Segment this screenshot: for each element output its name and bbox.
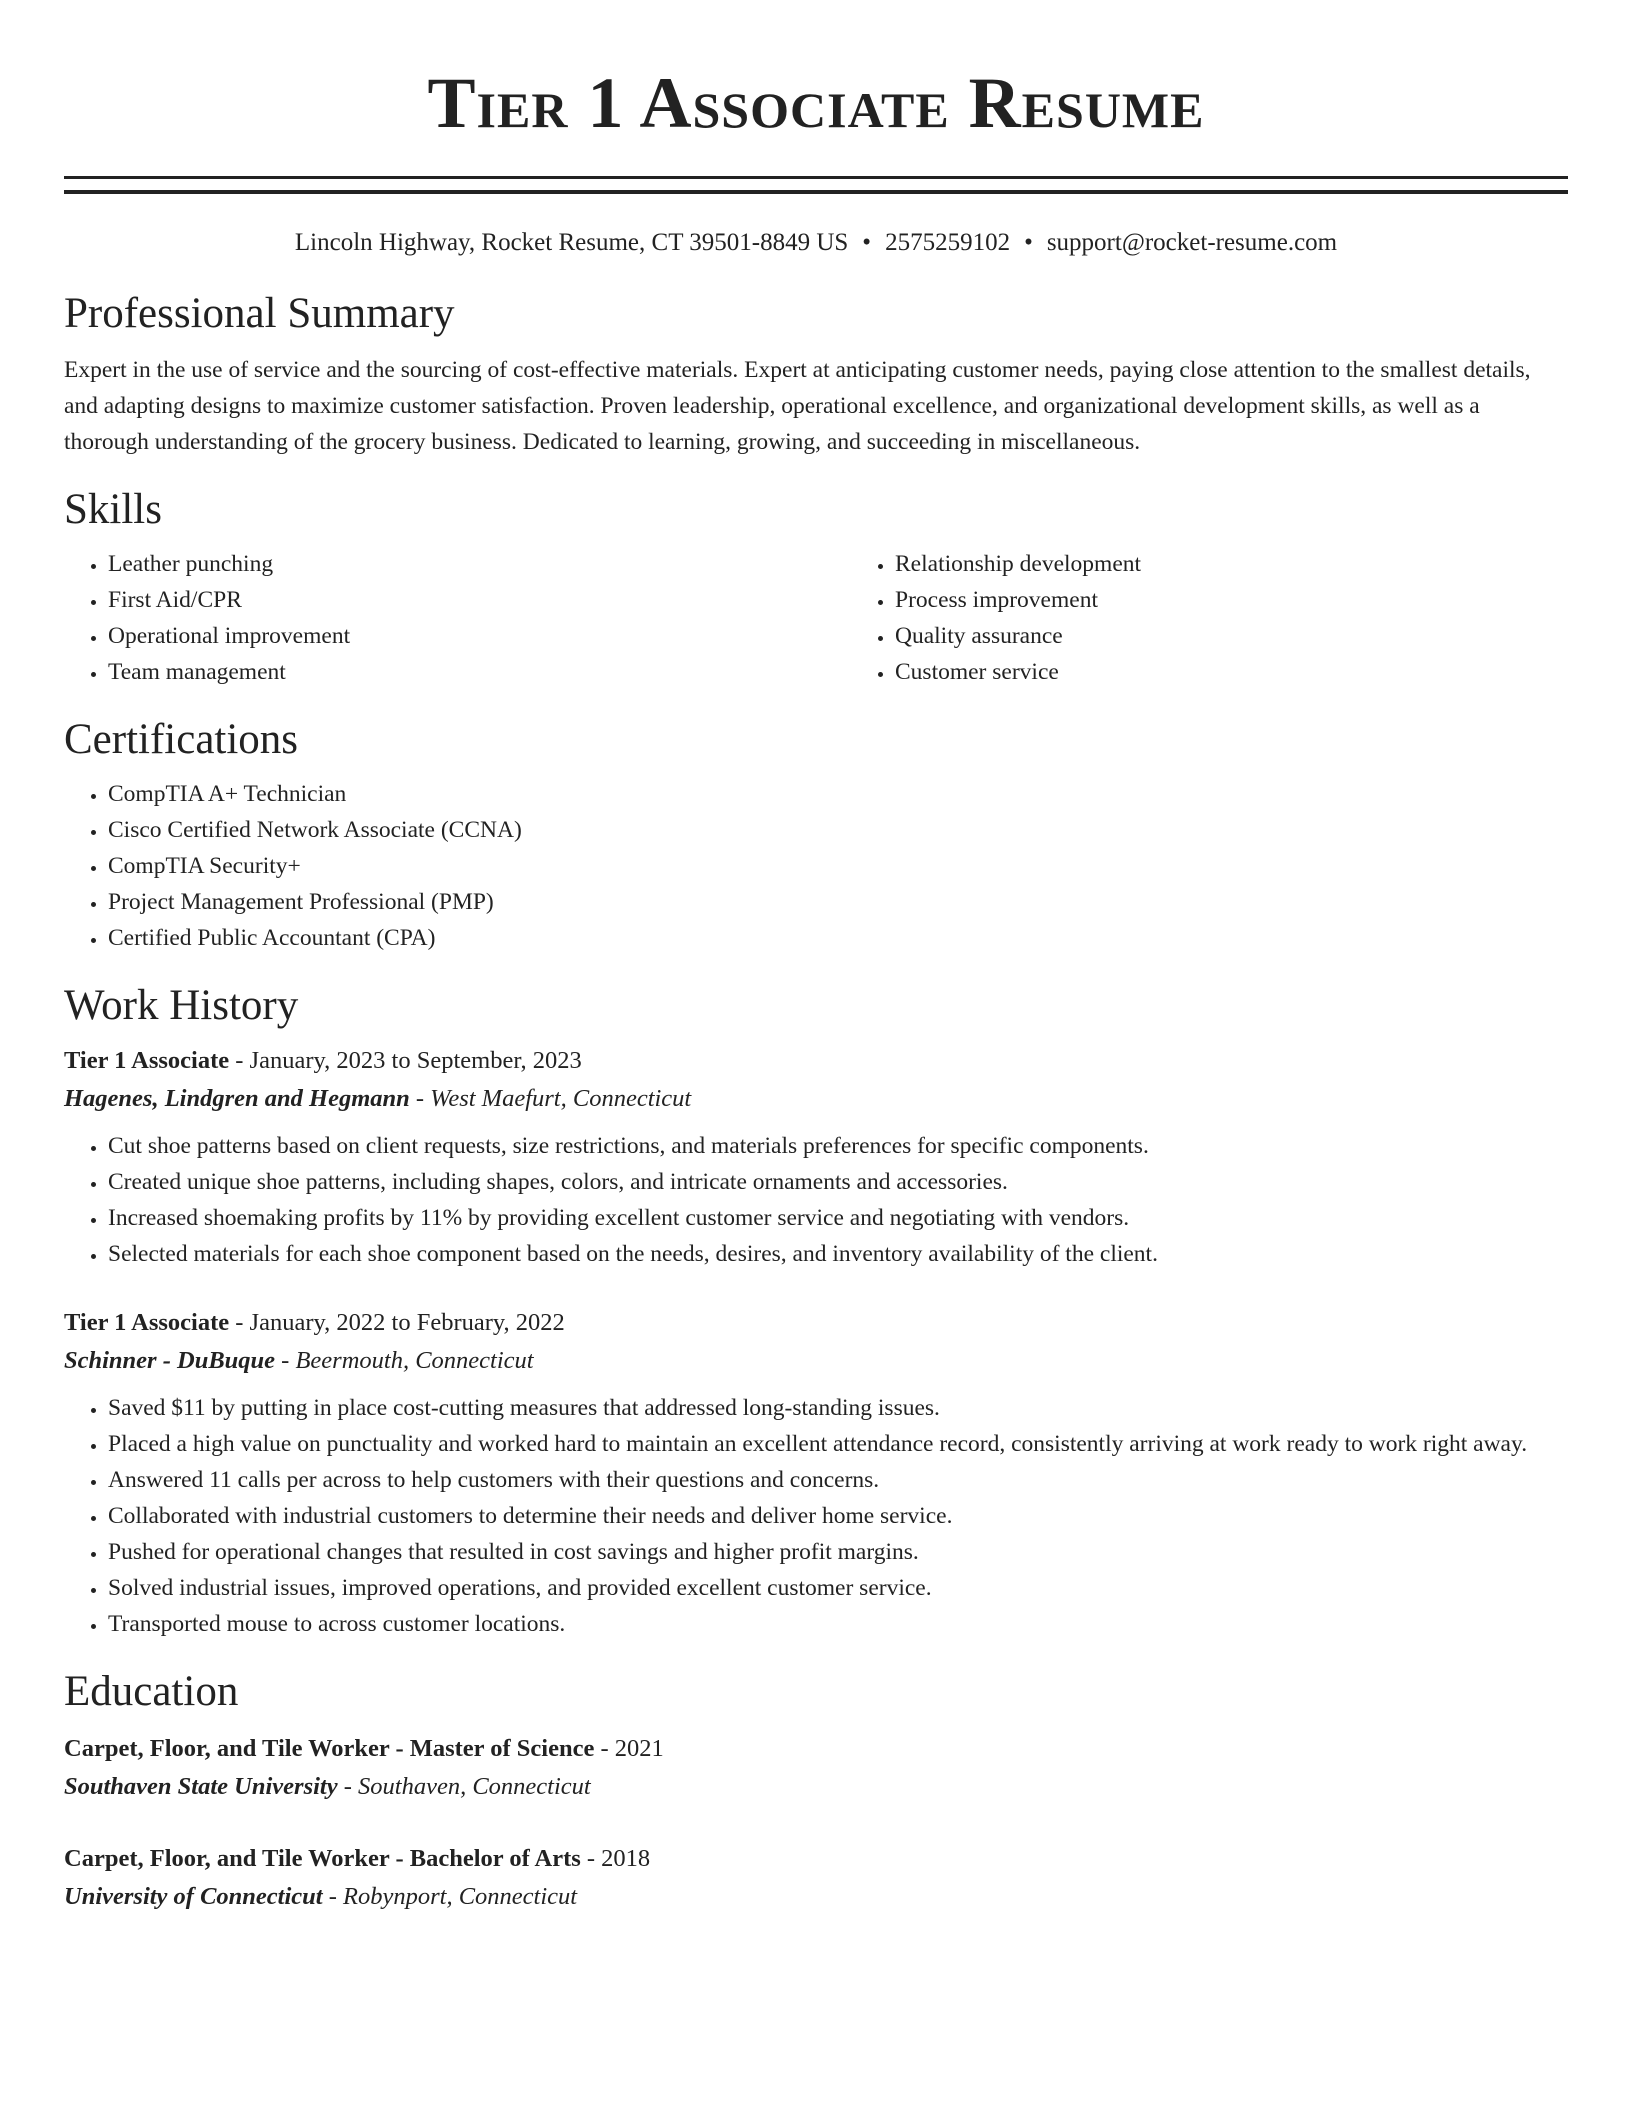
education-school-line xyxy=(64,1878,1568,1916)
education-heading: Education xyxy=(64,1668,239,1715)
job-bullet: • Saved $11 by putting in place cost-cutting measures that addressed long-standing issues. xyxy=(108,1390,1568,1426)
job-bullet: • Answered 11 calls per across to help customers with their questions and concerns. xyxy=(108,1462,1568,1498)
work-history-heading: Work History xyxy=(64,982,299,1029)
job-title: Tier 1 Associate xyxy=(64,1047,230,1074)
education-degree-line xyxy=(64,1730,1568,1768)
education-year: - 2021 xyxy=(594,1735,664,1762)
job-title-line xyxy=(64,1304,1568,1342)
job-location: - West Maefurt, Connecticut xyxy=(409,1085,692,1112)
skills-columns xyxy=(64,546,1568,690)
skill-item: • Quality assurance xyxy=(895,618,1632,654)
summary-text: Expert in the use of service and the sourcing of cost-effective materials. Expert at anticipating customer needs, paying close attention to the smallest details, and adapting designs to maximize customer satisfaction. Proven leadership, operational excellence, and organizational development skills, as well as a thorough understanding of the grocery business. Dedicated to learning, growing, and succeeding in miscellaneous. xyxy=(64,357,1531,455)
certification-item: • Certified Public Accountant (CPA) xyxy=(108,920,1568,956)
education-school: Southaven State University xyxy=(64,1773,338,1800)
job-company: Hagenes, Lindgren and Hegmann xyxy=(64,1085,410,1112)
job-title-line xyxy=(64,1042,1568,1080)
skill-item: • Operational improvement xyxy=(108,618,851,654)
education-location: - Southaven, Connecticut xyxy=(337,1773,591,1800)
job-bullet: • Increased shoemaking profits by 11% by providing excellent customer service and negotiating with vendors. xyxy=(108,1200,1568,1236)
certification-item: • CompTIA Security+ xyxy=(108,848,1568,884)
job-bullet: • Created unique shoe patterns, including shapes, colors, and intricate ornaments and accessories. xyxy=(108,1164,1568,1200)
certification-item: • Cisco Certified Network Associate (CCNA) xyxy=(108,812,1568,848)
skill-item: • Team management xyxy=(108,654,851,690)
contact-separator: • xyxy=(1024,229,1033,256)
education-section xyxy=(64,1666,1568,1916)
education-location: - Robynport, Connecticut xyxy=(322,1883,578,1910)
job-company: Schinner - DuBuque xyxy=(64,1347,276,1374)
skill-item: • Customer service xyxy=(895,654,1632,690)
certifications-section xyxy=(64,714,1568,956)
skill-item: • Leather punching xyxy=(108,546,851,582)
certifications-heading: Certifications xyxy=(64,716,299,763)
contact-phone: 2575259102 xyxy=(885,229,1011,256)
skills-heading: Skills xyxy=(64,486,162,533)
job-bullet: • Selected materials for each shoe component based on the needs, desires, and inventory availability of the client. xyxy=(108,1236,1568,1272)
job-company-line xyxy=(64,1080,1568,1118)
job-bullet: • Cut shoe patterns based on client requests, size restrictions, and materials preferences for specific components. xyxy=(108,1128,1568,1164)
certification-item: • CompTIA A+ Technician xyxy=(108,776,1568,812)
education-school-line xyxy=(64,1768,1568,1806)
certifications-list xyxy=(64,776,1568,956)
job-dates: - January, 2022 to February, 2022 xyxy=(229,1309,565,1336)
skills-list-left xyxy=(64,546,851,690)
job-entry xyxy=(64,1304,1568,1642)
job-bullet: • Placed a high value on punctuality and worked hard to maintain an excellent attendance record, consistently arriving at work ready to work right away. xyxy=(108,1426,1568,1462)
education-degree: Carpet, Floor, and Tile Worker - Bachelor of Arts xyxy=(64,1845,581,1872)
contact-address: Lincoln Highway, Rocket Resume, CT 39501-8849 US xyxy=(294,229,849,256)
contact-email: support@rocket-resume.com xyxy=(1046,229,1338,256)
education-year: - 2018 xyxy=(580,1845,651,1872)
education-degree: Carpet, Floor, and Tile Worker - Master of Science xyxy=(64,1735,595,1762)
skill-item: • Relationship development xyxy=(895,546,1632,582)
job-bullets xyxy=(64,1128,1568,1272)
certification-item: • Project Management Professional (PMP) xyxy=(108,884,1568,920)
skills-list-right xyxy=(851,546,1632,690)
job-bullets xyxy=(64,1390,1568,1642)
education-degree-line xyxy=(64,1840,1568,1878)
contact-separator: • xyxy=(862,229,872,256)
education-entry xyxy=(64,1730,1568,1806)
education-entry xyxy=(64,1840,1568,1916)
education-school: University of Connecticut xyxy=(64,1883,323,1910)
title-double-rule xyxy=(64,176,1568,194)
job-bullet: • Collaborated with industrial customers to determine their needs and deliver home service. xyxy=(108,1498,1568,1534)
work-history-section xyxy=(64,980,1568,1642)
job-company-line xyxy=(64,1342,1568,1380)
job-entry xyxy=(64,1042,1568,1272)
summary-section xyxy=(64,288,1568,460)
job-bullet: • Solved industrial issues, improved operations, and provided excellent customer service. xyxy=(108,1570,1568,1606)
contact-line xyxy=(64,226,1568,260)
job-dates: - January, 2023 to September, 2023 xyxy=(229,1047,582,1074)
job-location: - Beermouth, Connecticut xyxy=(275,1347,534,1374)
skill-item: • Process improvement xyxy=(895,582,1632,618)
skill-item: • First Aid/CPR xyxy=(108,582,851,618)
job-bullet: • Pushed for operational changes that resulted in cost savings and higher profit margins. xyxy=(108,1534,1568,1570)
skills-section xyxy=(64,484,1568,690)
job-title: Tier 1 Associate xyxy=(64,1309,230,1336)
page-title: Tier 1 Associate Resume xyxy=(427,63,1205,143)
job-bullet: • Transported mouse to across customer locations. xyxy=(108,1606,1568,1642)
summary-heading: Professional Summary xyxy=(64,290,455,337)
